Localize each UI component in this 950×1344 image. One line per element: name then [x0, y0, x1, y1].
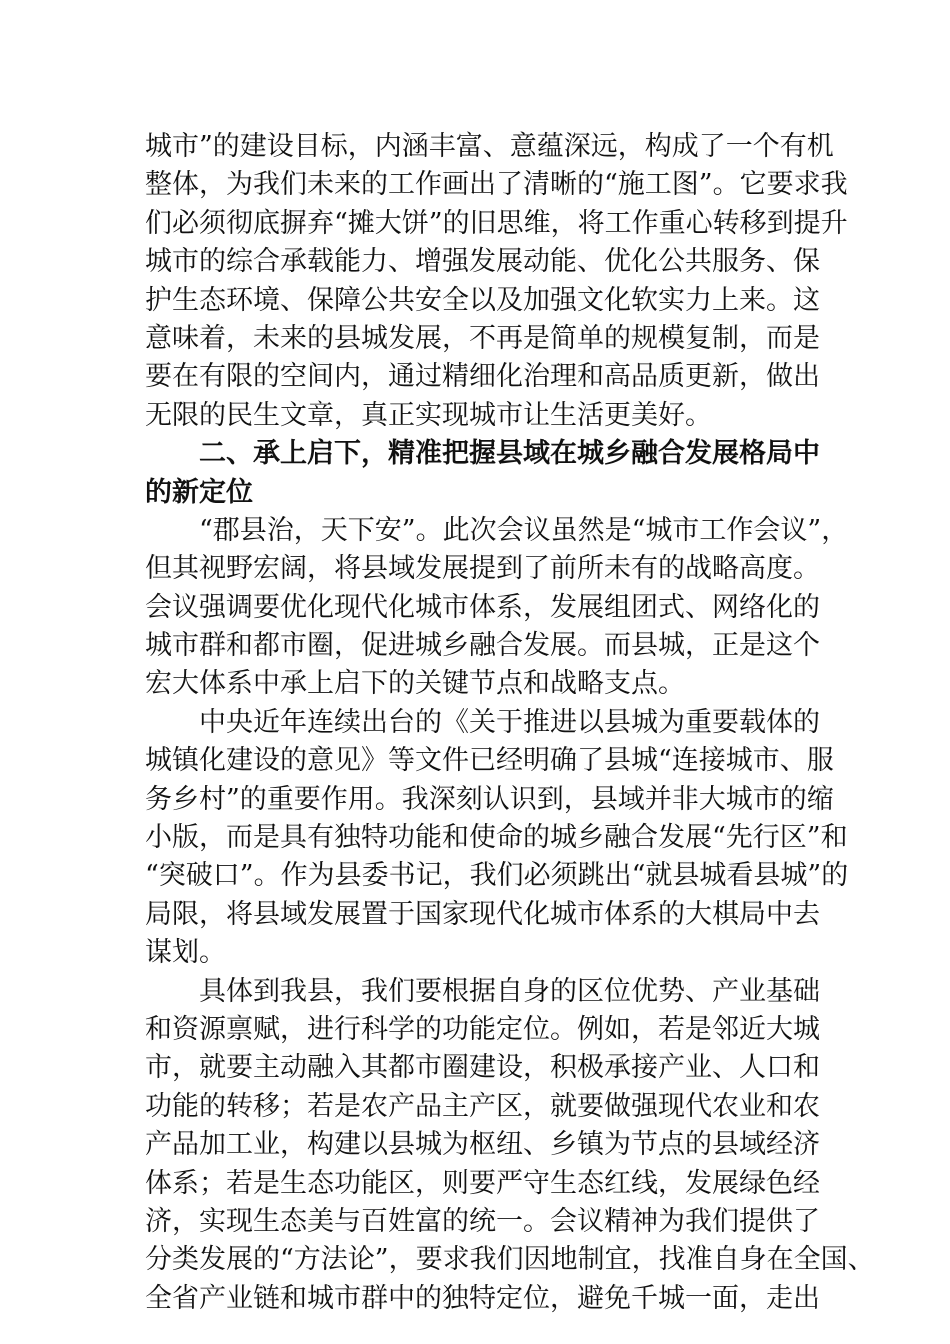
- paragraph-line: 全省产业链和城市群中的独特定位，避免千城一面，走出: [145, 1282, 820, 1314]
- paragraph-line: 局限，将县域发展置于国家现代化城市体系的大棋局中去: [145, 898, 820, 930]
- paragraph-line: 市，就要主动融入其都市圈建设，积极承接产业、人口和: [145, 1052, 820, 1084]
- document-body: [145, 128, 875, 1318]
- paragraph-line: 意味着，未来的县城发展，不再是简单的规模复制，而是: [145, 322, 820, 354]
- paragraph-line: 体系；若是生态功能区，则要严守生态红线，发展绿色经: [145, 1167, 820, 1199]
- paragraph-line: 整体，为我们未来的工作画出了清晰的“施工图”。它要求我: [145, 169, 848, 201]
- paragraph-line: 城市的综合承载能力、增强发展动能、优化公共服务、保: [145, 246, 820, 278]
- section-heading-line: 的新定位: [145, 476, 253, 508]
- paragraph-line: 谋划。: [145, 937, 226, 969]
- paragraph-line: 务乡村”的重要作用。我深刻认识到，县域并非大城市的缩: [145, 783, 834, 815]
- paragraph-line: 中央近年连续出台的《关于推进以县城为重要载体的: [199, 706, 820, 738]
- paragraph-line: 护生态环境、保障公共安全以及加强文化软实力上来。这: [145, 284, 820, 316]
- paragraph-line: “郡县治，天下安”。此次会议虽然是“城市工作会议”，: [199, 514, 849, 546]
- paragraph-line: 功能的转移；若是农产品主产区，就要做强现代农业和农: [145, 1090, 820, 1122]
- paragraph-line: 城市群和都市圈，促进城乡融合发展。而县城，正是这个: [145, 630, 820, 662]
- paragraph-line: “突破口”。作为县委书记，我们必须跳出“就县城看县城”的: [145, 860, 849, 892]
- paragraph-line: 会议强调要优化现代化城市体系，发展组团式、网络化的: [145, 591, 820, 623]
- paragraph-line: 宏大体系中承上启下的关键节点和战略支点。: [145, 668, 685, 700]
- paragraph-line: 小版，而是具有独特功能和使命的城乡融合发展“先行区”和: [145, 822, 848, 854]
- paragraph-line: 产品加工业，构建以县城为枢纽、乡镇为节点的县域经济: [145, 1129, 820, 1161]
- paragraph-line: 分类发展的“方法论”，要求我们因地制宜，找准自身在全国、: [145, 1244, 875, 1276]
- paragraph-line: 城市”的建设目标，内涵丰富、意蕴深远，构成了一个有机: [145, 131, 834, 162]
- paragraph-line: 无限的民生文章，真正实现城市让生活更美好。: [145, 399, 712, 431]
- paragraph-line: 和资源禀赋，进行科学的功能定位。例如，若是邻近大城: [145, 1013, 820, 1045]
- paragraph-line: 但其视野宏阔，将县域发展提到了前所未有的战略高度。: [145, 553, 820, 585]
- paragraph-line: 具体到我县，我们要根据自身的区位优势、产业基础: [199, 975, 820, 1007]
- paragraph-line: 要在有限的空间内，通过精细化治理和高品质更新，做出: [145, 361, 820, 393]
- paragraph-line: 济，实现生态美与百姓富的统一。会议精神为我们提供了: [145, 1205, 820, 1237]
- paragraph-line: 城镇化建设的意见》等文件已经明确了县城“连接城市、服: [145, 745, 834, 777]
- section-heading-line: 二、承上启下，精准把握县域在城乡融合发展格局中: [199, 438, 820, 470]
- paragraph-line: 们必须彻底摒弃“摊大饼”的旧思维，将工作重心转移到提升: [145, 207, 848, 239]
